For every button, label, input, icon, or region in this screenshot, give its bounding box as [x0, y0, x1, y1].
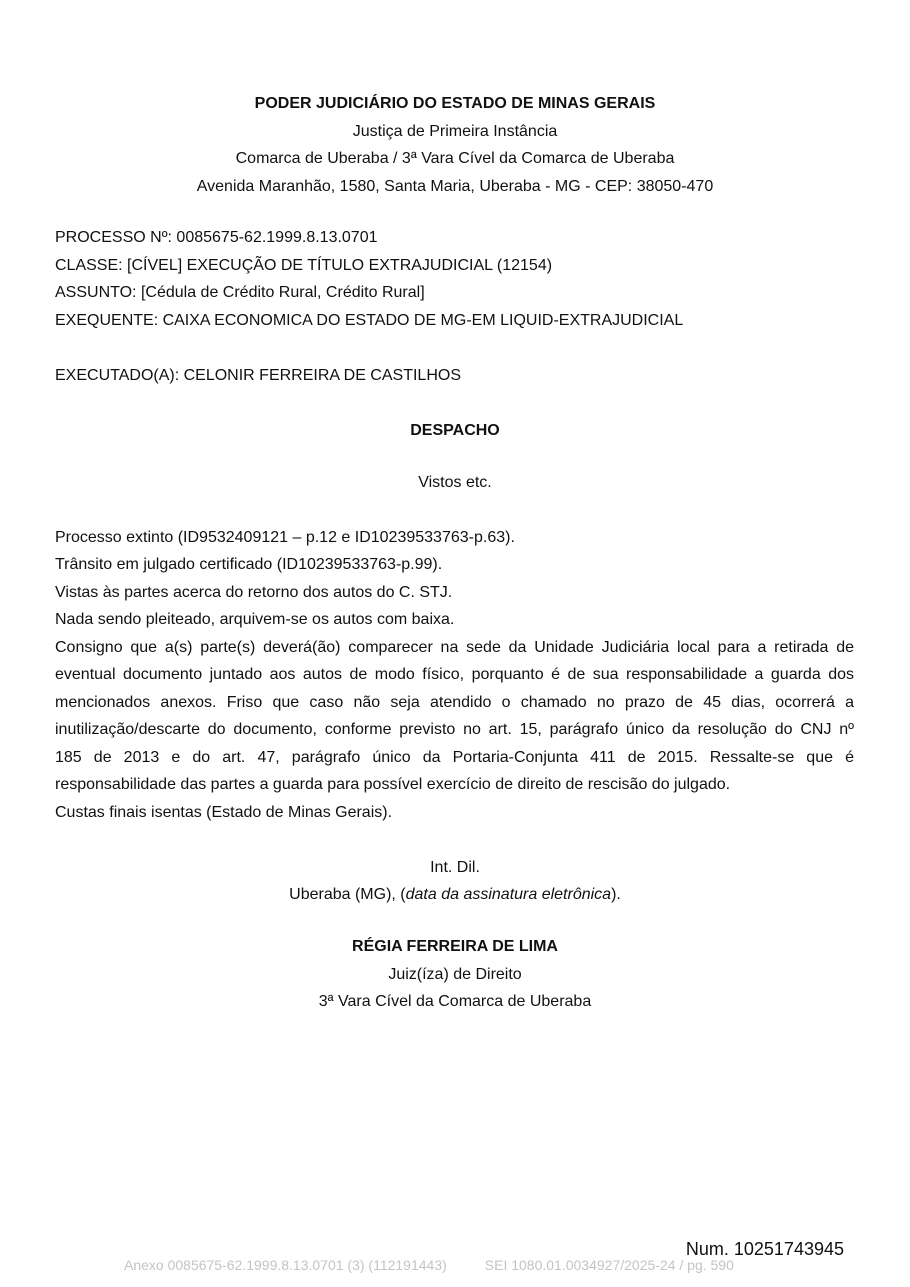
- paragraph-line: 185 de 2013 e do art. 47, parágrafo único da Portaria-Conjunta 411 de 2015. Ressalte-se que é: [55, 748, 854, 766]
- signature-date-note: data da assinatura eletrônica: [405, 886, 612, 903]
- instance-line: Justiça de Primeira Instância: [352, 123, 558, 140]
- body-line-vistas: Vistas às partes acerca do retorno dos autos do C. STJ.: [55, 584, 453, 601]
- sei-footer: [124, 1257, 734, 1273]
- consigno-paragraph: [55, 634, 854, 798]
- assunto-line: ASSUNTO: [Cédula de Crédito Rural, Crédito Rural]: [55, 284, 425, 301]
- body-line-transito: Trânsito em julgado certificado (ID10239533763-p.99).: [55, 556, 443, 573]
- body-line-extinto: Processo extinto (ID9532409121 – p.12 e ID10239533763-p.63).: [55, 529, 515, 546]
- exequente-line: EXEQUENTE: CAIXA ECONOMICA DO ESTADO DE MG-EM LIQUID-EXTRAJUDICIAL: [55, 312, 684, 329]
- classe-line: CLASSE: [CÍVEL] EXECUÇÃO DE TÍTULO EXTRAJUDICIAL (12154): [55, 257, 553, 274]
- address-line: Avenida Maranhão, 1580, Santa Maria, Uberaba - MG - CEP: 38050-470: [196, 178, 714, 195]
- processo-number: PROCESSO Nº: 0085675-62.1999.8.13.0701: [55, 229, 378, 246]
- court-heading: PODER JUDICIÁRIO DO ESTADO DE MINAS GERAIS: [254, 95, 656, 112]
- anexo-reference: Anexo 0085675-62.1999.8.13.0701 (3) (112191443): [124, 1257, 447, 1273]
- document-title: DESPACHO: [410, 422, 500, 439]
- vistos-line: Vistos etc.: [418, 474, 492, 491]
- judge-name: RÉGIA FERREIRA DE LIMA: [352, 938, 558, 955]
- place-suffix: ).: [611, 886, 621, 903]
- int-dil-line: Int. Dil.: [430, 859, 480, 876]
- place-date-line: [0, 886, 910, 904]
- place-prefix: Uberaba (MG), (: [289, 886, 406, 903]
- paragraph-line: inutilização/descarte do documento, conforme previsto no art. 15, parágrafo único da resolução do CNJ nº: [55, 721, 854, 739]
- comarca-line: Comarca de Uberaba / 3ª Vara Cível da Comarca de Uberaba: [235, 150, 675, 167]
- paragraph-line: Consigno que a(s) parte(s) deverá(ão) comparecer na sede da Unidade Judiciária local para a retirada de: [55, 639, 854, 656]
- paragraph-line: responsabilidade das partes a guarda para possível exercício de direito de rescisão do julgado.: [55, 776, 731, 794]
- paragraph-line: mencionados anexos. Friso que caso não seja atendido o chamado no prazo de 45 dias, ocorrerá a: [55, 693, 854, 711]
- judge-title: Juiz(íza) de Direito: [388, 966, 522, 983]
- judge-court: 3ª Vara Cível da Comarca de Uberaba: [318, 993, 592, 1010]
- document-number: Num. 10251743945: [685, 1239, 844, 1259]
- body-line-custas: Custas finais isentas (Estado de Minas Gerais).: [55, 804, 393, 821]
- body-line-arquivem: Nada sendo pleiteado, arquivem-se os autos com baixa.: [55, 611, 455, 628]
- executado-line: EXECUTADO(A): CELONIR FERREIRA DE CASTILHOS: [55, 367, 461, 384]
- paragraph-line: eventual documento juntado aos autos de modo físico, porquanto é de sua responsabilidade a guarda dos: [55, 666, 854, 684]
- sei-page-reference: SEI 1080.01.0034927/2025-24 / pg. 590: [484, 1257, 734, 1273]
